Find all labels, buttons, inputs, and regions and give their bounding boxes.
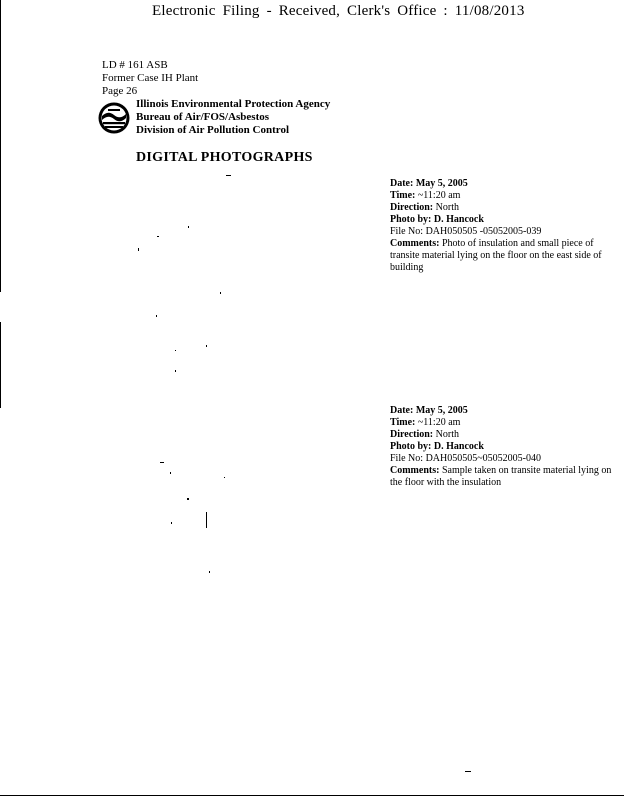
photo-direction-row: Direction: North [390, 429, 459, 440]
scan-speck [187, 498, 189, 500]
scan-speck [171, 522, 172, 524]
scan-border-left-upper [0, 0, 1, 292]
scan-speck [170, 472, 171, 474]
photo-comments-row: Comments: Sample taken on transite material lying on the floor with the insulation [390, 465, 612, 488]
photo-direction-row: Direction: North [390, 202, 459, 213]
photo-time-value: ~11:20 am [417, 190, 461, 201]
scan-speck [175, 370, 176, 372]
agency-division: Division of Air Pollution Control [136, 124, 290, 136]
scan-speck [465, 771, 471, 772]
scan-speck [226, 175, 231, 176]
photo-photographer-row: Photo by: D. Hancock [390, 441, 484, 452]
scan-border-bottom [0, 795, 624, 796]
photo-time-row: Time: ~11:20 am [390, 190, 461, 201]
photo-date-row: Date: May 5, 2005 [390, 178, 468, 189]
photo-direction-value: North [435, 429, 459, 440]
scan-speck [206, 512, 207, 528]
scan-speck [138, 248, 139, 251]
scan-speck [175, 350, 176, 351]
photo-time-row: Time: ~11:20 am [390, 417, 461, 428]
scan-speck [160, 462, 164, 463]
document-id-line: LD # 161 ASB [102, 59, 168, 71]
photo-photographer-value: D. Hancock [433, 214, 484, 225]
photo-file-row: File No: DAH050505~05052005-040 [390, 453, 541, 464]
site-name-line: Former Case IH Plant [102, 72, 199, 84]
scan-speck [220, 292, 221, 294]
scan-speck [224, 477, 225, 478]
photo-file-row: File No: DAH050505 -05052005-039 [390, 226, 542, 237]
scan-speck [206, 345, 207, 347]
photo-time-value: ~11:20 am [417, 417, 461, 428]
photo-date-value: May 5, 2005 [415, 178, 468, 189]
photo-comments-row: Comments: Photo of insulation and small piece of transite material lying on the floor on the east side of building [390, 238, 602, 273]
scan-border-left-middle [0, 322, 1, 408]
photo-direction-value: North [435, 202, 459, 213]
scan-speck [157, 236, 159, 237]
illinois-epa-seal-icon [97, 101, 131, 135]
photo-comments-value: Sample taken on transite material lying on the floor with the insulation [390, 465, 612, 488]
page-number-line: Page 26 [102, 85, 138, 97]
photo-comments-value: Photo of insulation and small piece of transite material lying on the floor on the east side of building [390, 238, 602, 273]
photo-caption-1 [390, 178, 612, 274]
photo-date-value: May 5, 2005 [415, 405, 468, 416]
scan-speck [156, 315, 157, 317]
scan-speck [209, 571, 210, 573]
agency-bureau: Bureau of Air/FOS/Asbestos [136, 111, 270, 123]
scan-speck [188, 226, 189, 228]
photo-date-row: Date: May 5, 2005 [390, 405, 468, 416]
photo-caption-2 [390, 405, 612, 489]
photo-photographer-value: D. Hancock [433, 441, 484, 452]
filing-stamp-header: Electronic Filing - Received, Clerk's Office : 11/08/2013 [152, 3, 525, 19]
photo-photographer-row: Photo by: D. Hancock [390, 214, 484, 225]
agency-name: Illinois Environmental Protection Agency [136, 98, 331, 110]
photo-file-value: DAH050505 -05052005-039 [425, 226, 542, 237]
section-title: DIGITAL PHOTOGRAPHS [136, 150, 313, 165]
photo-file-value: DAH050505~05052005-040 [425, 453, 541, 464]
